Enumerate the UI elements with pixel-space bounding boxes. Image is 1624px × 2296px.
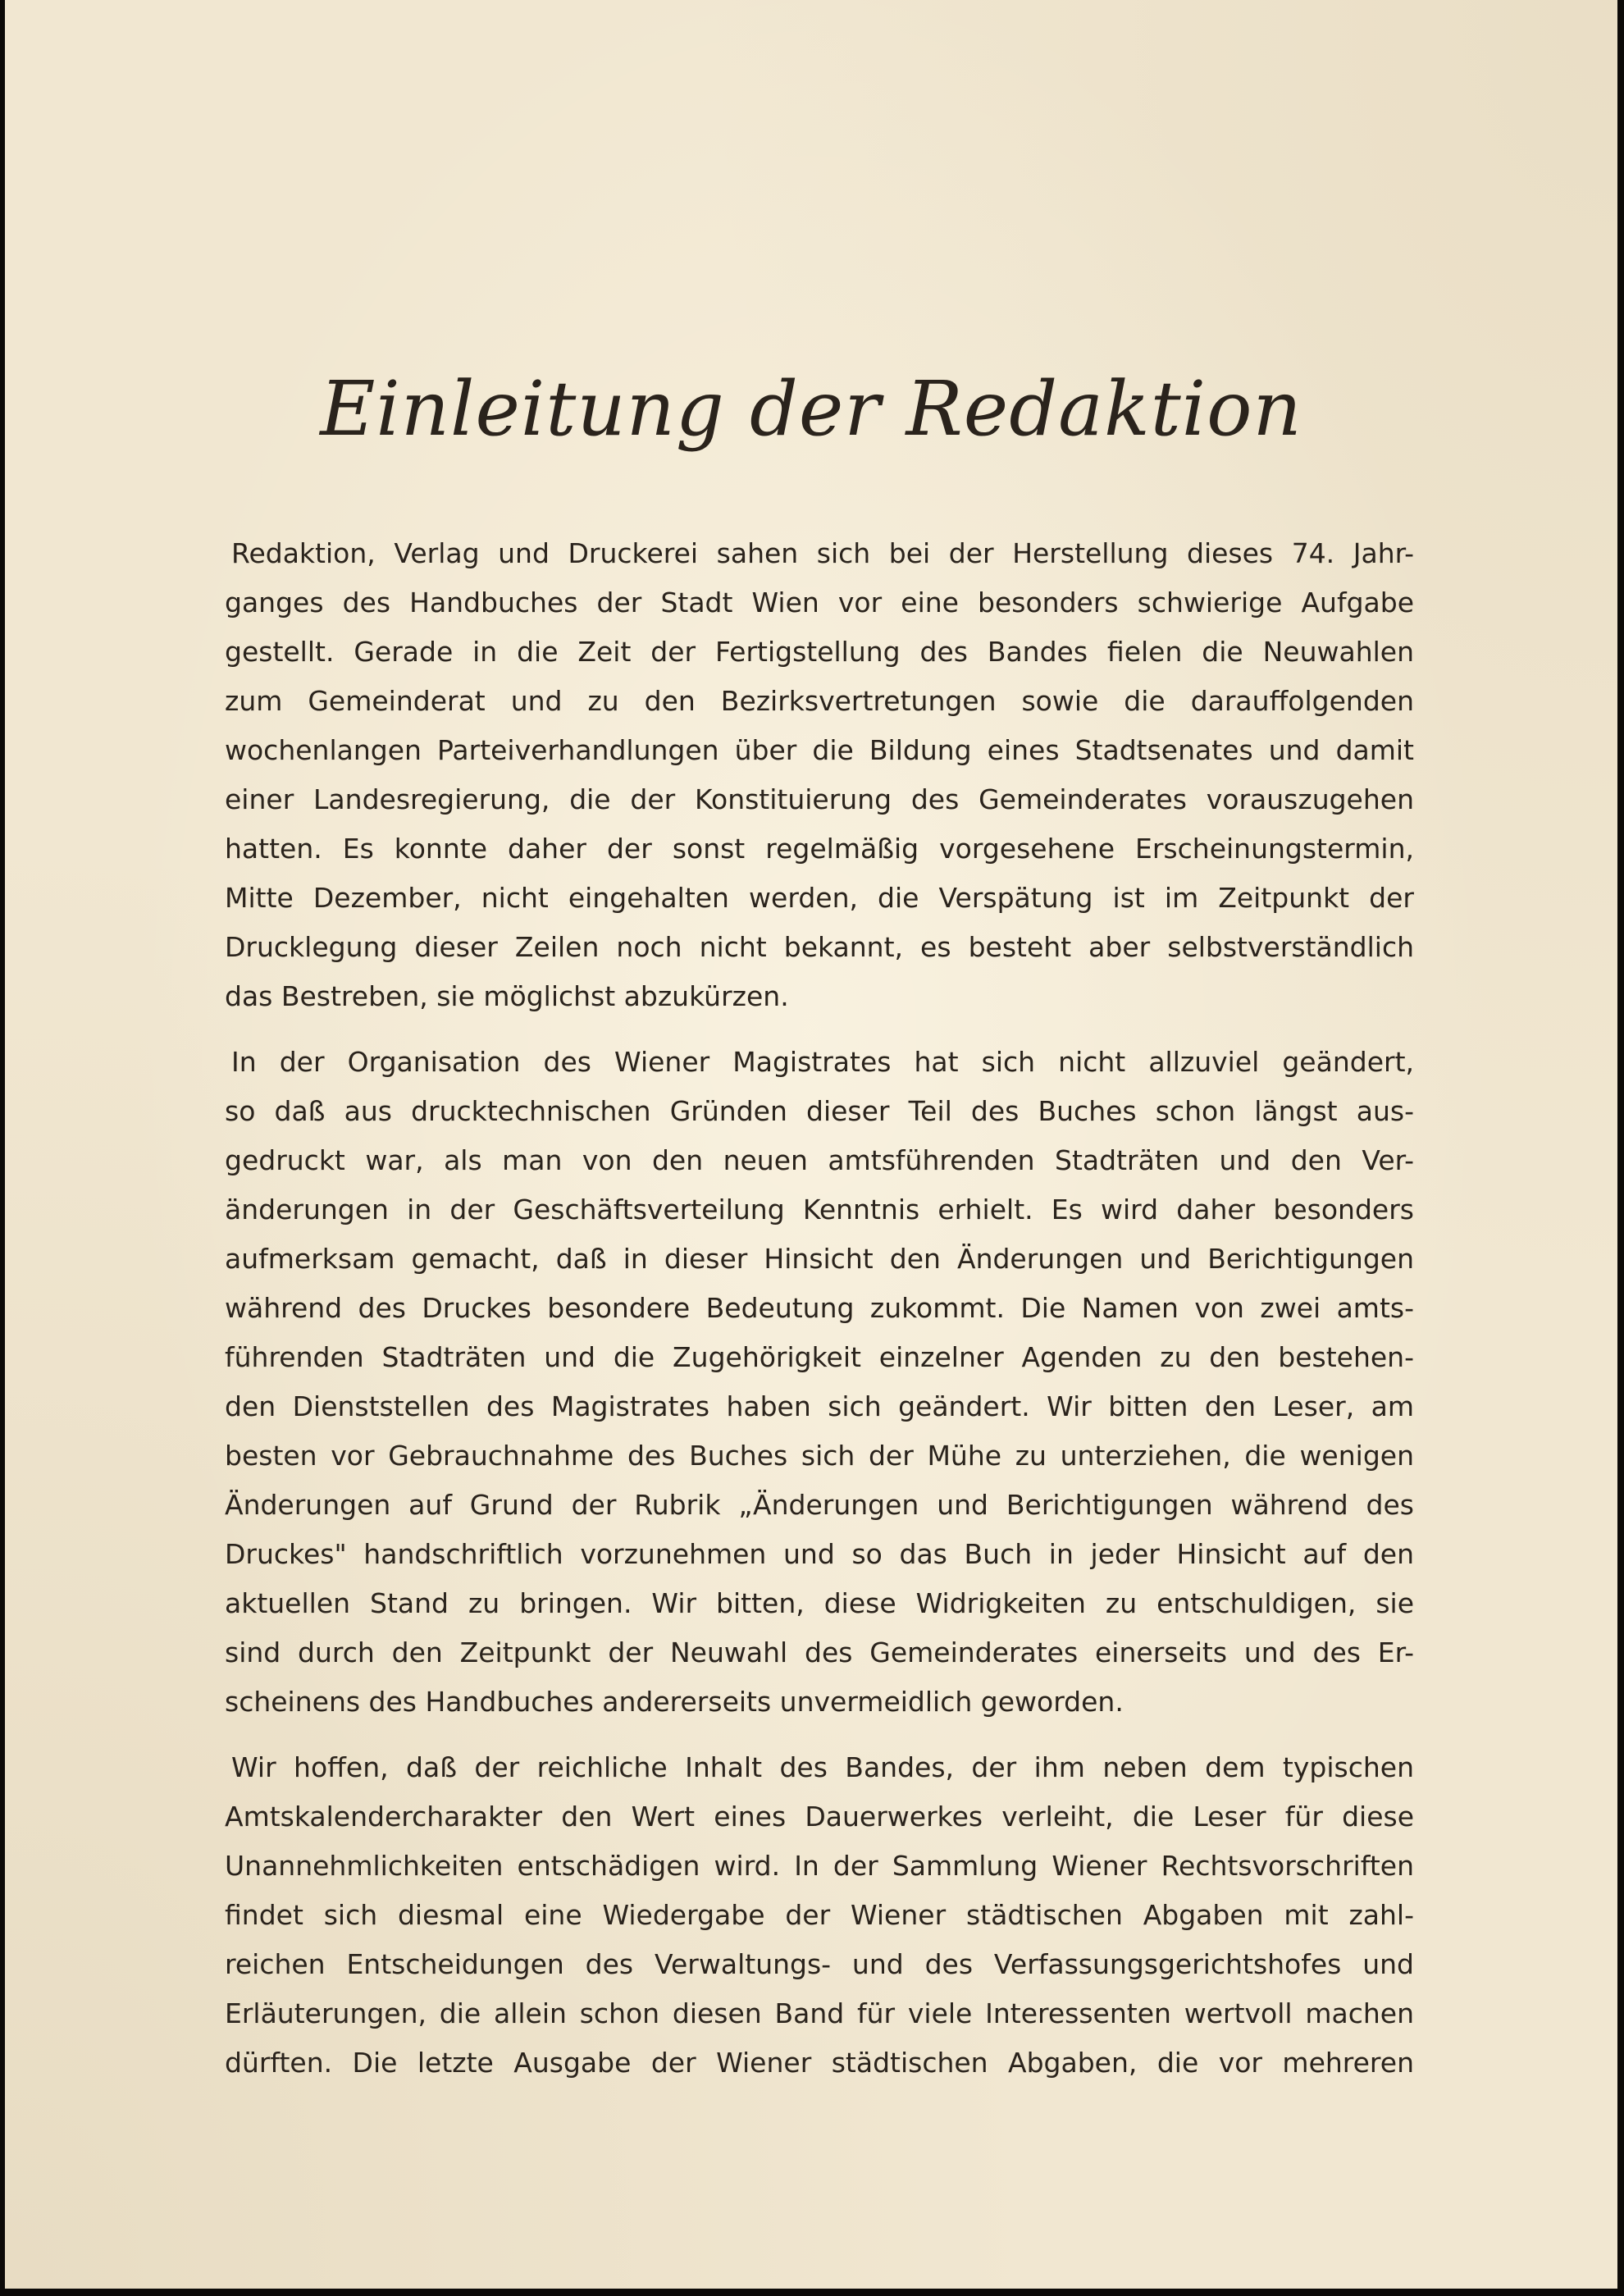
text-line: reichen Entscheidungen des Verwaltungs- und des Verfassungsgerichtshofes und: [225, 1948, 1414, 1980]
text-line: führenden Stadträten und die Zugehörigkeit einzelner Agenden zu den bestehen-: [225, 1341, 1414, 1373]
text-line: gestellt. Gerade in die Zeit der Fertigstellung des Bandes fielen die Neuwahlen: [225, 636, 1414, 668]
document-page: [5, 0, 1617, 2289]
text-line: wochenlangen Parteiverhandlungen über die Bildung eines Stadtsenates und damit: [225, 734, 1414, 766]
paragraph-2: [225, 1038, 1414, 1727]
text-line: gedruckt war, als man von den neuen amtsführenden Stadträten und den Ver-: [225, 1144, 1414, 1176]
text-line: ganges des Handbuches der Stadt Wien vor eine besonders schwierige Aufgabe: [225, 587, 1414, 619]
text-line: das Bestreben, sie möglichst abzukürzen.: [225, 980, 789, 1012]
text-line: Unannehmlichkeiten entschädigen wird. In der Sammlung Wiener Rechtsvorschriften: [225, 1850, 1414, 1882]
text-line: Wir hoffen, daß der reichliche Inhalt des Bandes, der ihm neben dem typischen: [231, 1751, 1414, 1783]
text-line: aktuellen Stand zu bringen. Wir bitten, diese Widrigkeiten zu entschuldigen, sie: [225, 1587, 1414, 1619]
text-line: sind durch den Zeitpunkt der Neuwahl des Gemeinderates einerseits und des Er-: [225, 1636, 1414, 1668]
text-line: so daß aus drucktechnischen Gründen dieser Teil des Buches schon längst aus-: [225, 1095, 1414, 1127]
text-line: einer Landesregierung, die der Konstituierung des Gemeinderates vorauszugehen: [225, 783, 1414, 815]
text-line: änderungen in der Geschäftsverteilung Kenntnis erhielt. Es wird daher besonders: [225, 1194, 1414, 1226]
text-line: hatten. Es konnte daher der sonst regelmäßig vorgesehene Erscheinungstermin,: [225, 833, 1414, 865]
text-line: Amtskalendercharakter den Wert eines Dauerwerkes verleiht, die Leser für diese: [225, 1801, 1414, 1833]
text-line: In der Organisation des Wiener Magistrates hat sich nicht allzuviel geändert,: [231, 1046, 1414, 1078]
text-line: während des Druckes besondere Bedeutung zukommt. Die Namen von zwei amts-: [225, 1292, 1414, 1324]
text-line: aufmerksam gemacht, daß in dieser Hinsicht den Änderungen und Berichtigungen: [225, 1243, 1414, 1275]
paragraph-1: [225, 529, 1414, 1021]
body-text: [225, 529, 1414, 2104]
text-line: dürften. Die letzte Ausgabe der Wiener städtischen Abgaben, die vor mehreren: [225, 2047, 1414, 2079]
text-line: findet sich diesmal eine Wiedergabe der Wiener städtischen Abgaben mit zahl-: [225, 1899, 1414, 1931]
text-line: scheinens des Handbuches andererseits unvermeidlich geworden.: [225, 1686, 1124, 1718]
text-line: besten vor Gebrauchnahme des Buches sich der Mühe zu unterziehen, die wenigen: [225, 1440, 1414, 1472]
text-line: den Dienststellen des Magistrates haben sich geändert. Wir bitten den Leser, am: [225, 1390, 1414, 1422]
text-line: zum Gemeinderat und zu den Bezirksvertretungen sowie die darauffolgenden: [225, 685, 1414, 717]
text-line: Änderungen auf Grund der Rubrik „Änderungen und Berichtigungen während des: [225, 1489, 1414, 1521]
text-line: Drucklegung dieser Zeilen noch nicht bekannt, es besteht aber selbstverständlich: [225, 931, 1414, 963]
page-title: Einleitung der Redaktion: [320, 365, 1302, 453]
text-line: Mitte Dezember, nicht eingehalten werden, die Verspätung ist im Zeitpunkt der: [225, 882, 1414, 914]
text-line: Erläuterungen, die allein schon diesen Band für viele Interessenten wertvoll machen: [225, 1997, 1414, 2029]
text-line: Druckes" handschriftlich vorzunehmen und so das Buch in jeder Hinsicht auf den: [225, 1538, 1414, 1570]
text-line: Redaktion, Verlag und Druckerei sahen sich bei der Herstellung dieses 74. Jahr-: [231, 537, 1414, 569]
paragraph-3: [225, 1743, 1414, 2088]
